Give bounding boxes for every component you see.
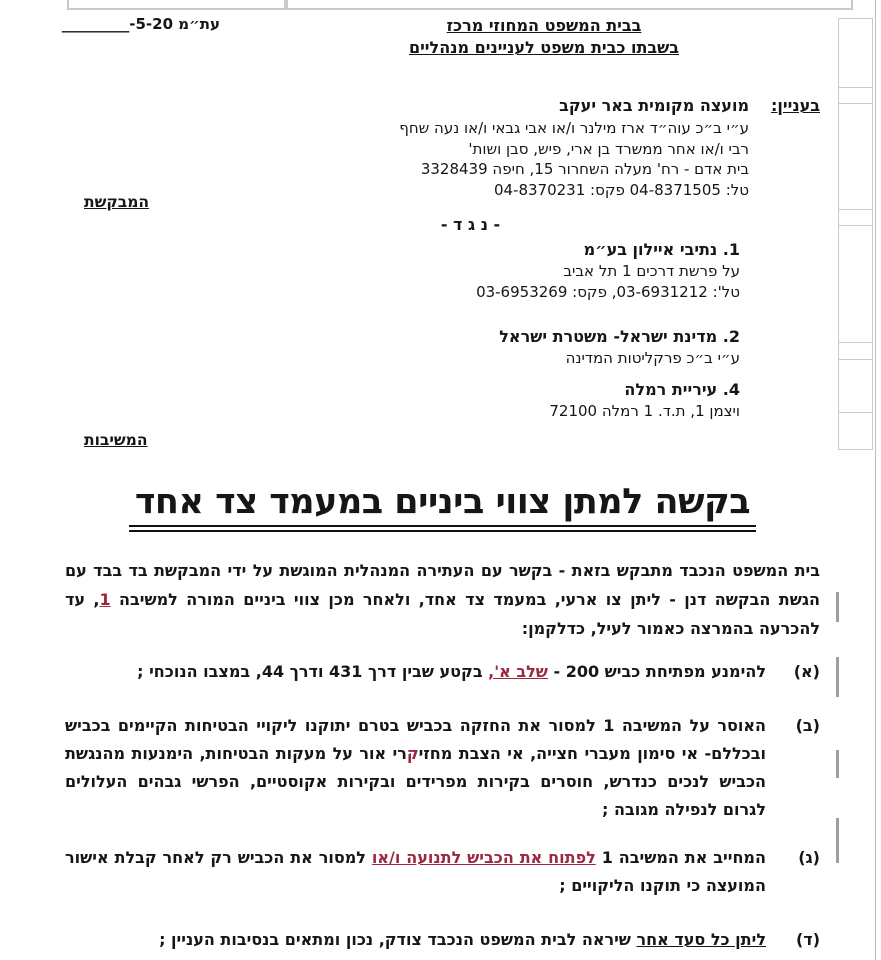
revision-bar [836, 818, 839, 863]
respondent-address-line: ויצמן 1, ת.ד. 1 רמלה 72100 [549, 402, 740, 420]
applicant-name: מועצה מקומית באר יעקב [559, 96, 750, 115]
margin-cell [838, 104, 873, 210]
court-header [400, 15, 688, 59]
document-title-text: בקשה למתן צווי ביניים במעמד צד אחד [129, 482, 756, 532]
revision-bar [836, 592, 839, 622]
margin-cell [838, 226, 873, 343]
item-label: (ב) [795, 716, 820, 735]
applicant-block [297, 96, 749, 200]
relief-item-b [65, 712, 820, 824]
case-prefix: עת״מ [178, 15, 220, 33]
item-text-segment: המחייב את המשיבה 1 [595, 848, 767, 867]
applicant-address-line: ע״י ב״כ עוה״ד ארז מילנר ו/או אבי גבאי ו/או נעה שחף [399, 119, 750, 137]
document-title [65, 482, 820, 532]
case-blank-line: _________ [61, 15, 130, 33]
respondent-name: 4. עיריית רמלה [624, 380, 740, 399]
respondent-address-line: על פרשת דרכים 1 תל אביב [563, 262, 740, 280]
item-text-segment: האוסר על המשיבה 1 למסור את החזקה בכביש בטרם יתוקנו ליקויי הבטיחות הקיימים בכביש ובכללם- אי סימון מעברי חצייה, אי הצבת מחזי [65, 716, 766, 763]
respondent-block [80, 240, 740, 302]
revision-bar [836, 657, 839, 697]
intro-text: בית המשפט הנכבד מתבקש בזאת - בקשר עם העתירה המנהלית המוגשת על ידי המבקשת בד בבד עם הגשת הבקשה דנן - ליתן צו ארעי, במעמד צד אחד, ולאחר מכן צווי ביניים המורה למשיבה [65, 561, 820, 609]
underlined-text: ליתן כל סעד אחר [636, 930, 766, 949]
case-digits: -5-20 [129, 15, 174, 33]
item-label: (ד) [795, 930, 820, 949]
respondent-address-line: ע״י ב״כ פרקליטות המדינה [565, 349, 740, 367]
item-label: (א) [793, 662, 820, 681]
red-edit: ק [406, 744, 419, 763]
in-re-row [65, 96, 820, 200]
respondent-block [80, 380, 740, 422]
item-text-segment: להימנע מפתיחת כביש 200 - [547, 662, 766, 681]
applicant-address-line: בית אדם - רח' מעלה השחרור 15, חיפה 3328439 [420, 160, 750, 178]
relief-item-d [65, 926, 820, 954]
header-box-right [286, 0, 853, 10]
respondent-phone-line: טל': 03-6931212, פקס: 03-6953269 [476, 282, 740, 301]
item-text-segment: שיראה לבית המשפט הנכבד צודק, נכון ומתאים בנסיבות העניין ; [159, 930, 637, 949]
respondent-name: 1. נתיבי איילון בע״מ [583, 240, 740, 259]
item-text-segment: בקטע שבין דרך 431 ודרך 44, במצבו הנוכחי ; [137, 662, 489, 681]
item-text [65, 658, 766, 686]
versus-separator: - נ ג ד - [440, 215, 501, 234]
item-label: (ג) [798, 848, 820, 867]
margin-cell [838, 360, 873, 413]
margin-cells [838, 18, 873, 450]
intro-text: , עד להכרעה בהמרצה כאמור לעיל, כדלקמן: [65, 590, 820, 638]
page-edge [875, 0, 876, 960]
court-name: בבית המשפט המחוזי מרכז [446, 16, 642, 35]
item-text-segment: רי אור על מעקות הבטיחות, הימנעות מהנגשת הכביש לנכים כנדרש, חוסרים בקירות מפרידים ובקירות אקוסטיים, הפרשי גבהים העלולים לגרום לנפילה מגובה ; [65, 744, 766, 819]
red-edit: שלב א', [488, 662, 548, 681]
margin-cell [838, 343, 873, 360]
respondents-role: המשיבות [84, 431, 148, 449]
case-number [61, 15, 220, 33]
red-edit: 1 [99, 590, 111, 609]
relief-item-a [65, 658, 820, 686]
revision-bar [836, 750, 839, 778]
margin-cell [838, 18, 873, 88]
court-capacity: בשבתו כבית משפט לעניינים מנהליים [408, 38, 680, 57]
respondent-block [80, 327, 740, 369]
in-re-label: בעניין: [771, 96, 820, 115]
item-text-segment: למסור את הכביש רק לאחר קבלת אישור המועצה כי תוקנו הליקויים ; [65, 848, 766, 895]
item-text [65, 844, 766, 900]
item-text [65, 926, 766, 954]
applicant-address-line: רבי ו/או אחר ממשרד בן ארי, פיש, סבן ושות' [468, 139, 750, 158]
red-edit: לפתוח את הכביש לתנועה ו/או [371, 848, 596, 867]
applicant-phone-line: טל: 04-8371505 פקס: 04-8370231 [493, 180, 750, 199]
applicant-role: המבקשת [84, 193, 150, 211]
relief-item-c [65, 844, 820, 900]
respondent-name: 2. מדינת ישראל- משטרת ישראל [499, 327, 740, 346]
margin-cell [838, 413, 873, 450]
header-box-left [67, 0, 286, 10]
item-text [65, 712, 766, 824]
intro-paragraph [65, 556, 820, 643]
margin-cell [838, 88, 873, 104]
